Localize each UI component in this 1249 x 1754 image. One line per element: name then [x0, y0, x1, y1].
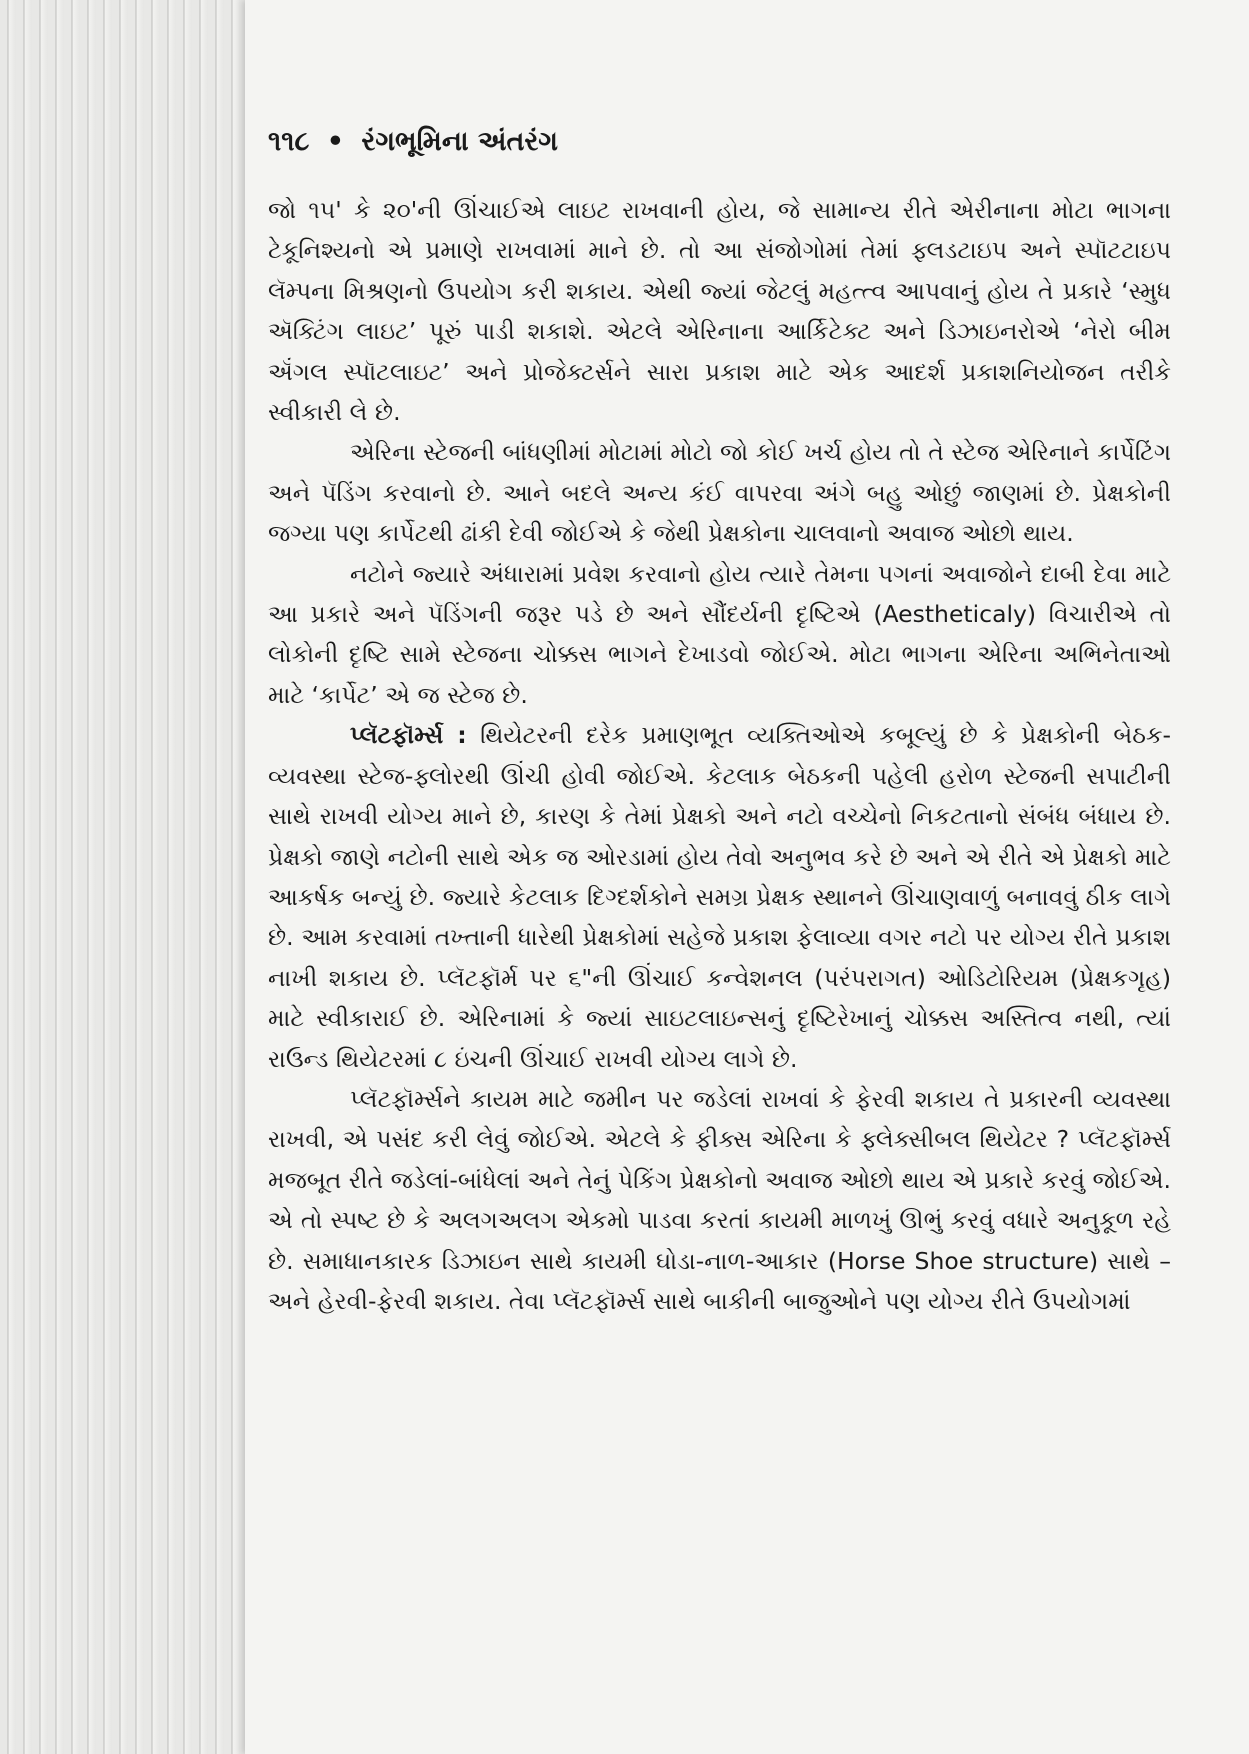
paragraph-5: પ્લૅટફૉર્મ્સને કાયમ માટે જમીન પર જડેલાં રાખવાં કે ફેરવી શકાય તે પ્રકારની વ્યવસ્થા રાખવી, એ પસંદ કરી લેવું જોઈએ. એટલે કે ફીક્સ એરિના કે ફ્લેક્સીબલ થિયેટર ? પ્લૅટફૉર્મ્સ મજબૂત રીતે જડેલાં-બાંધેલાં અને તેનું પેકિંગ પ્રેક્ષકોનો અવાજ ઓછો થાય એ પ્રકારે કરવું જોઈએ. એ તો સ્પષ્ટ છે કે અલગઅલગ એકમો પાડવા કરતાં કાયમી માળખું ઊભું કરવું વધારે અનુકૂળ રહે છે. સમાધાનકારક ડિઝાઇન સાથે કાયમી ઘોડા-નાળ-આકાર (Horse Shoe structure) સાથે – અને હેરવી-ફેરવી શકાય. તેવા પ્લૅટફૉર્મ્સ સાથે બાકીની બાજુઓને પણ યોગ્ય રીતે ઉપયોગમાં	[268, 1084, 1171, 1315]
paragraph-3: નટોને જ્યારે અંધારામાં પ્રવેશ કરવાનો હોય ત્યારે તેમના પગનાં અવાજોને દાબી દેવા માટે આ પ્રકારે અને પૅડિંગની જરૂર પડે છે અને સૌંદર્યની દૃષ્ટિએ (Aestheticaly) વિચારીએ તો લોકોની દૃષ્ટિ સામે સ્ટેજના ચોક્કસ ભાગને દેખાડવો જોઈએ. મોટા ભાગના એરિના અભિનેતાઓ માટે ‘કાર્પેટ’ એ જ સ્ટેજ છે.	[268, 559, 1171, 709]
running-title: રંગભૂમિના અંતરંગ	[361, 126, 559, 157]
paragraph-4	[268, 715, 1171, 1079]
page-number: ૧૧૮	[268, 126, 310, 157]
run-in-heading: પ્લૅટફૉર્મ્સ :	[350, 721, 467, 750]
paragraph-4-text: થિયેટરની દરેક પ્રમાણભૂત વ્યક્તિઓએ કબૂલ્યું છે કે પ્રેક્ષકોની બેઠક-વ્યવસ્થા સ્ટેજ-ફ્લોરથી ઊંચી હોવી જોઈએ. કેટલાક બેઠકની પહેલી હરોળ સ્ટેજની સપાટીની સાથે રાખવી યોગ્ય માને છે, કારણ કે તેમાં પ્રેક્ષકો અને નટો વચ્ચેનો નિકટતાનો સંબંધ બંધાય છે. પ્રેક્ષકો જાણે નટોની સાથે એક જ ઓરડામાં હોય તેવો અનુભવ કરે છે અને એ રીતે એ પ્રેક્ષકો માટે આકર્ષક બન્યું છે. જ્યારે કેટલાક દિગ્દર્શકોને સમગ્ર પ્રેક્ષક સ્થાનને ઊંચાણવાળું બનાવવું ઠીક લાગે છે. આમ કરવામાં તખ્તાની ધારેથી પ્રેક્ષકોમાં સહેજે પ્રકાશ ફેલાવ્યા વગર નટો પર યોગ્ય રીતે પ્રકાશ નાખી શકાય છે. પ્લૅટફૉર્મ પર ૬"ની ઊંચાઈ કન્વેશનલ (પરંપરાગત) ઓડિટોરિયમ (પ્રેક્ષકગૃહ) માટે સ્વીકારાઈ છે. એરિનામાં કે જ્યાં સાઇટલાઇન્સનું દૃષ્ટિરેખાનું ચોક્કસ અસ્તિત્વ નથી, ત્યાં રાઉન્ડ થિયેટરમાં ૮ ઇંચની ઊંચાઈ રાખવી યોગ્ય લાગે છે.	[268, 721, 1171, 1073]
paragraph-2: એરિના સ્ટેજની બાંધણીમાં મોટામાં મોટો જો કોઈ ખર્ચ હોય તો તે સ્ટેજ એરિનાને કાર્પેટિંગ અને પૅડિંગ કરવાનો છે. આને બદલે અન્ય કંઈ વાપરવા અંગે બહુ ઓછું જાણમાં છે. પ્રેક્ષકોની જગ્યા પણ કાર્પેટથી ઢાંકી દેવી જોઈએ કે જેથી પ્રેક્ષકોના ચાલવાનો અવાજ ઓછો થાય.	[268, 438, 1171, 548]
running-header	[268, 126, 558, 158]
body-text	[268, 190, 1171, 1321]
book-page-edges	[0, 0, 250, 1754]
paragraph-1: જો ૧૫' કે ૨૦'ની ઊંચાઈએ લાઇટ રાખવાની હોય, જે સામાન્ય રીતે એરીનાના મોટા ભાગના ટેકૂનિશ્યનો એ પ્રમાણે રાખવામાં માને છે. તો આ સંજોગોમાં તેમાં ફ્લડટાઇપ અને સ્પૉટટાઇપ લૅમ્પના મિશ્રણનો ઉપયોગ કરી શકાય. એથી જ્યાં જેટલું મહત્ત્વ આપવાનું હોય તે પ્રકારે ‘સ્મુધ ઍક્ટિંગ લાઇટ’ પૂરું પાડી શકાશે. એટલે એરિનાના આર્કિટેક્ટ અને ડિઝાઇનરોએ ‘નેરો બીમ ઍંગલ સ્પૉટલાઇટ’ અને પ્રોજેક્ટર્સને સારા પ્રકાશ માટે એક આદર્શ પ્રકાશનિયોજન તરીકે સ્વીકારી લે છે.	[268, 196, 1171, 427]
header-bullet: •	[326, 126, 344, 157]
